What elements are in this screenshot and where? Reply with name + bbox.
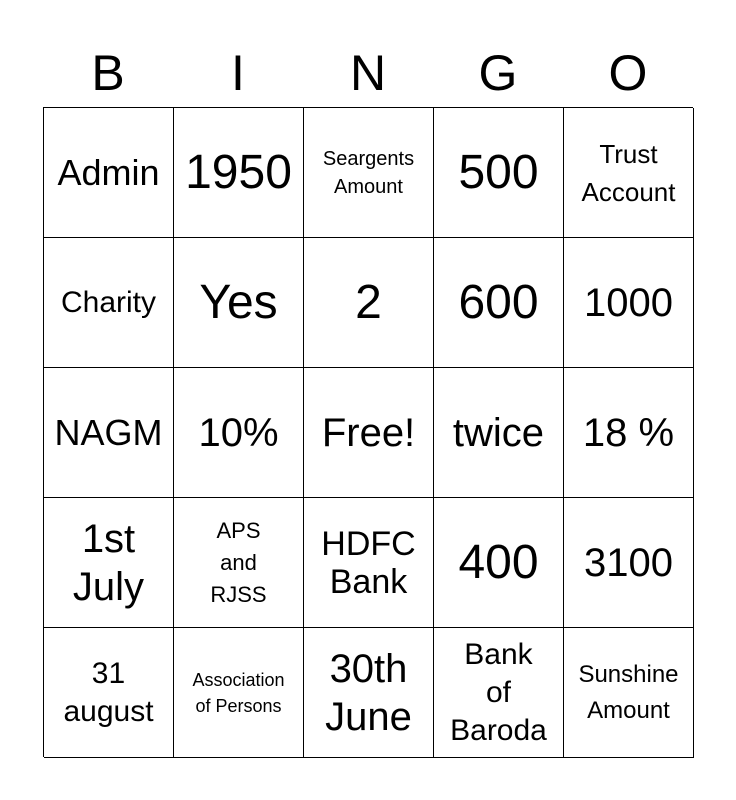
bingo-cell[interactable]	[44, 368, 174, 498]
cell-text: APS and RJSS	[210, 517, 267, 607]
bingo-cell[interactable]	[434, 238, 564, 368]
bingo-cell[interactable]	[304, 628, 434, 758]
cell-text: 30th June	[325, 646, 412, 739]
bingo-cell[interactable]	[44, 108, 174, 238]
cell-text: 400	[458, 535, 539, 589]
bingo-cell[interactable]	[304, 368, 434, 498]
bingo-cell[interactable]	[564, 108, 694, 238]
bingo-cell[interactable]	[564, 628, 694, 758]
bingo-cell[interactable]	[304, 238, 434, 368]
bingo-cell[interactable]	[564, 498, 694, 628]
cell-text: 600	[458, 275, 539, 329]
cell-text: HDFC Bank	[321, 524, 416, 601]
bingo-cell[interactable]	[434, 368, 564, 498]
cell-text: twice	[452, 410, 545, 455]
bingo-cell[interactable]	[434, 628, 564, 758]
bingo-cell[interactable]	[174, 238, 304, 368]
header-letter-o: O	[608, 45, 648, 101]
header-letter-n: N	[349, 45, 387, 101]
bingo-board	[43, 107, 693, 757]
bingo-cell[interactable]	[44, 628, 174, 758]
bingo-cell[interactable]	[564, 238, 694, 368]
bingo-cell[interactable]	[304, 108, 434, 238]
cell-text: 10%	[198, 410, 279, 455]
cell-text: 2	[355, 275, 382, 329]
cell-text: Yes	[199, 275, 278, 329]
bingo-cell[interactable]	[564, 368, 694, 498]
cell-text: NAGM	[54, 411, 163, 453]
bingo-cell[interactable]	[434, 498, 564, 628]
bingo-cell[interactable]	[174, 628, 304, 758]
cell-text: Free!	[321, 410, 416, 455]
bingo-cell[interactable]	[44, 498, 174, 628]
bingo-cell[interactable]	[174, 498, 304, 628]
cell-text: Trust Account	[581, 138, 676, 207]
cell-text: 1950	[185, 145, 292, 199]
cell-text: Sunshine Amount	[578, 660, 679, 724]
cell-text: 18 %	[582, 410, 675, 455]
bingo-cell[interactable]	[174, 108, 304, 238]
bingo-cell[interactable]	[304, 498, 434, 628]
cell-text: Bank of Baroda	[450, 637, 547, 747]
header-letter-g: G	[478, 45, 518, 101]
cell-text: Association of Persons	[192, 669, 285, 716]
cell-text: Seargents Amount	[322, 147, 415, 198]
cell-text: 31 august	[63, 656, 154, 728]
bingo-cell[interactable]	[434, 108, 564, 238]
header-letter-b: B	[91, 45, 125, 101]
cell-text: Charity	[60, 285, 157, 319]
bingo-header	[43, 40, 693, 106]
cell-text: 1st July	[72, 516, 145, 609]
bingo-cell[interactable]	[44, 238, 174, 368]
cell-text: 500	[458, 145, 539, 199]
cell-text: 3100	[584, 540, 673, 585]
bingo-cell[interactable]	[174, 368, 304, 498]
header-letter-i: I	[231, 45, 245, 101]
cell-text: 1000	[584, 280, 673, 325]
cell-text: Admin	[57, 151, 160, 193]
